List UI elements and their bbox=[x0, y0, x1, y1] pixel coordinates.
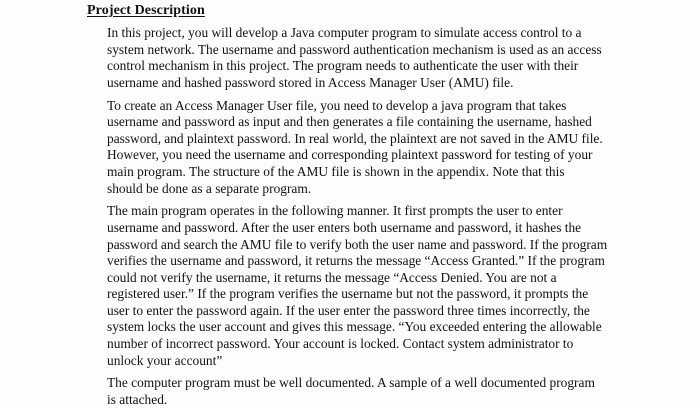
section-heading: Project Description bbox=[87, 3, 205, 18]
text-line: is attached. bbox=[107, 392, 168, 408]
paragraph-amu-file bbox=[107, 98, 622, 198]
text-line: The main program operates in the following manner. It first prompts the user to enter bbox=[107, 203, 563, 219]
text-line: password, and plaintext password. In real world, the plaintext are not saved in the AMU file. bbox=[107, 130, 603, 146]
text-line: username and password as input and then generates a file containing the username, hashed bbox=[107, 114, 592, 130]
paragraph-main-program bbox=[107, 203, 622, 369]
text-line: username and hashed password stored in Access Manager User (AMU) file. bbox=[107, 74, 514, 90]
text-line: number of incorrect password. Your account is locked. Contact system administrator to bbox=[107, 336, 574, 352]
text-line: user to enter the password again. If the user enter the password three times incorrectly, the bbox=[107, 302, 590, 318]
text-line: In this project, you will develop a Java computer program to simulate access control to a bbox=[107, 25, 582, 40]
text-line: password and search the AMU file to verify both the user name and password. If the program bbox=[107, 236, 608, 252]
text-line: However, you need the username and corresponding plaintext password for testing of your bbox=[107, 147, 593, 163]
text-line: system network. The username and password authentication mechanism is used as an access bbox=[107, 41, 602, 57]
text-line: should be done as a separate program. bbox=[107, 180, 312, 196]
text-line: To create an Access Manager User file, you need to develop a java program that takes bbox=[107, 97, 567, 113]
text-line: The computer program must be well documented. A sample of a well documented program bbox=[107, 375, 595, 391]
text-line: main program. The structure of the AMU file is shown in the appendix. Note that this bbox=[107, 163, 565, 179]
paragraph-documentation bbox=[107, 375, 622, 408]
text-line: system locks the user account and gives this message. “You exceeded entering the allowable bbox=[107, 319, 602, 335]
paragraph-intro bbox=[107, 25, 622, 91]
text-line: unlock your account” bbox=[107, 352, 223, 368]
text-line: username and password. After the user enters both username and password, it hashes the bbox=[107, 219, 582, 235]
text-line: registered user.” If the program verifies the username but not the password, it prompts the bbox=[107, 286, 589, 302]
document-body bbox=[107, 25, 622, 415]
text-line: control mechanism in this project. The program needs to authenticate the user with their bbox=[107, 58, 579, 74]
text-line: could not verify the username, it returns the message “Access Denied. You are not a bbox=[107, 269, 557, 285]
text-line: verifies the username and password, it returns the message “Access Granted.” If the program bbox=[107, 253, 605, 269]
